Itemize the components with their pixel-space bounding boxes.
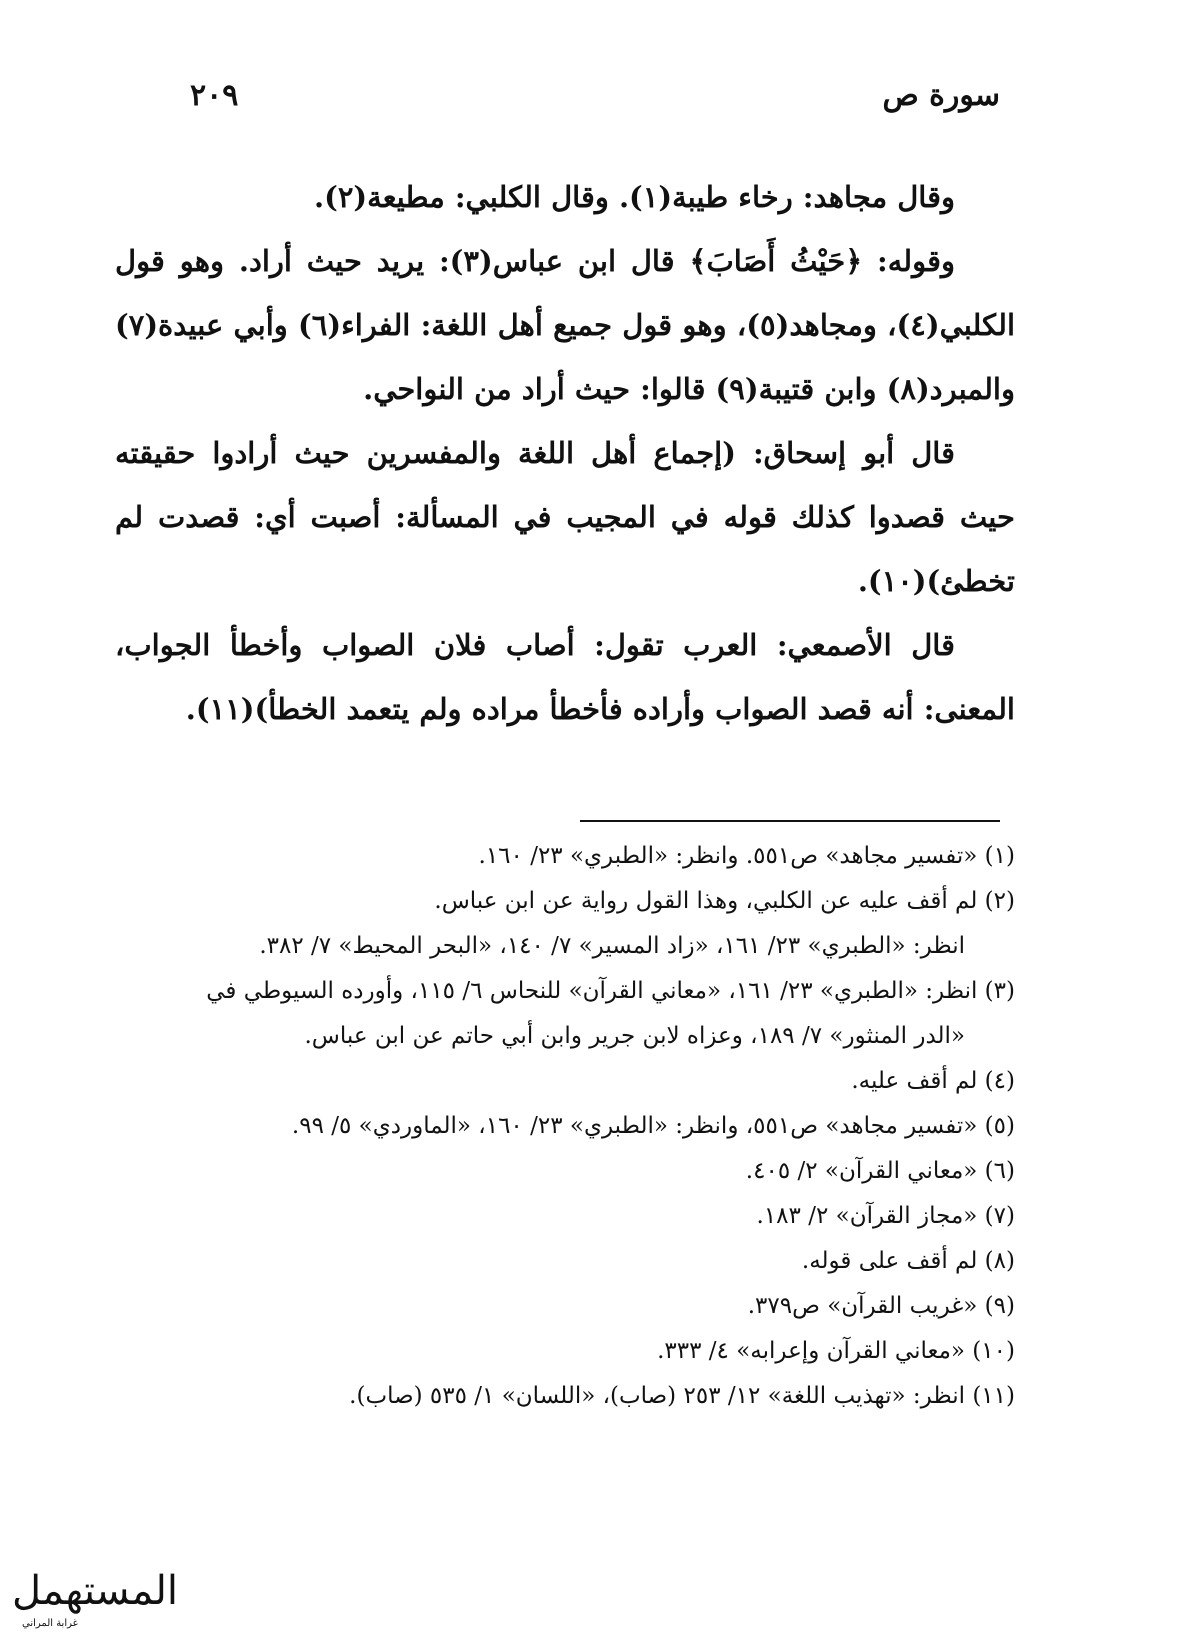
watermark-subtext: غرابة المراني [22, 1618, 78, 1629]
footnote: (٣) انظر: «الطبري» ٢٣/ ١٦١، «معاني القرآن» للنحاس ٦/ ١١٥، وأورده السيوطي في [206, 978, 1015, 1004]
page-header [190, 78, 1000, 128]
footnote: (٥) «تفسير مجاهد» ص٥٥١، وانظر: «الطبري» ٢٣/ ١٦٠، «الماوردي» ٥/ ٩٩. [291, 1113, 1015, 1139]
footnote-continuation: انظر: «الطبري» ٢٣/ ١٦١، «زاد المسير» ٧/ ١٤٠، «البحر المحيط» ٧/ ٣٨٢. [259, 933, 965, 959]
surah-title: سورة ص [882, 78, 1000, 113]
footnote: (١) «تفسير مجاهد» ص٥٥١. وانظر: «الطبري» ٢٣/ ١٦٠. [478, 843, 1015, 869]
paragraph: وقال مجاهد: رخاء طيبة(١). وقال الكلبي: مطيعة(٢). [314, 180, 955, 214]
footnote: (٨) لم أقف على قوله. [801, 1248, 1015, 1274]
page-number: ٢٠٩ [190, 78, 239, 113]
paragraph: قال أبو إسحاق: (إجماع أهل اللغة والمفسرين حيث أرادوا حقيقته حيث قصدوا كذلك قوله في المجيب في المسألة: أصبت أي: قصدت لم تخطئ)(١٠). [115, 436, 1015, 598]
footnote: (٦) «معاني القرآن» ٢/ ٤٠٥. [745, 1158, 1015, 1184]
paragraph: قال الأصمعي: العرب تقول: أصاب فلان الصواب وأخطأ الجواب، المعنى: أنه قصد الصواب وأراده فأخطأ مراده ولم يتعمد الخطأ)(١١). [115, 628, 1015, 726]
footnote: (٢) لم أقف عليه عن الكلبي، وهذا القول رواية عن ابن عباس. [434, 888, 1015, 914]
watermark-logo [8, 1568, 179, 1640]
footnote: (٩) «غريب القرآن» ص٣٧٩. [747, 1293, 1015, 1319]
footnote: (١١) انظر: «تهذيب اللغة» ١٢/ ٢٥٣ (صاب)، «اللسان» ١/ ٥٣٥ (صاب). [349, 1383, 1015, 1409]
footnote: (١٠) «معاني القرآن وإعرابه» ٤/ ٣٣٣. [657, 1338, 1015, 1364]
footnote-continuation: «الدر المنثور» ٧/ ١٨٩، وعزاه لابن جرير وابن أبي حاتم عن ابن عباس. [304, 1023, 965, 1049]
footnote-divider [580, 820, 1000, 822]
main-text [115, 165, 1015, 741]
footnote: (٧) «مجاز القرآن» ٢/ ١٨٣. [756, 1203, 1015, 1229]
watermark-text: المستهمل [12, 1568, 179, 1614]
paragraph: وقوله: ﴿حَيْثُ أَصَابَ﴾ قال ابن عباس(٣): يريد حيث أراد. وهو قول الكلبي(٤)، ومجاهد(٥)، وهو قول جميع أهل اللغة: الفراء(٦) وأبي عبيدة(٧) والمبرد(٨) وابن قتيبة(٩) قالوا: حيث أراد من النواحي. [115, 244, 1015, 406]
footnotes [115, 834, 1015, 1419]
footnote: (٤) لم أقف عليه. [851, 1068, 1015, 1094]
